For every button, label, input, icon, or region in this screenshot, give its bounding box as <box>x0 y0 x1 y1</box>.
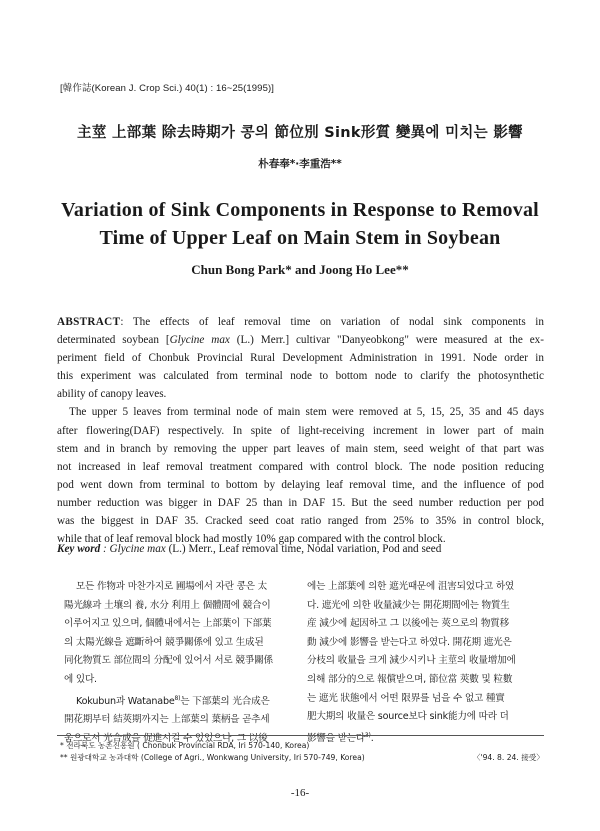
body-line: 움으로서 光合成을 促進시킬 수 있었으나, 그 以後 <box>64 732 268 744</box>
reference-marker: 3) <box>364 731 371 739</box>
abstract-line: periment field of Chonbuk Provincial Rural Development Administration in 1991. Node order in <box>57 352 544 365</box>
english-title-line: Variation of Sink Components in Response to Removal <box>61 199 539 221</box>
body-line: 陽光線과 土壤의 養, 水分 利用上 個體間에 競合이 <box>64 599 271 611</box>
footnote-affiliation-2: ** 원광대학교 농과대학 (College of Agri., Wonkwang University, Iri 570-749, Korea) <box>60 753 365 762</box>
body-line: 産 減少에 起因하고 그 以後에는 莢으로의 物質移 <box>307 618 510 630</box>
abstract-line: number reduction was bigger in DAF 25 than in DAF 15. But the seed number reduction per pod <box>57 496 544 509</box>
body-column-left <box>64 578 296 749</box>
abstract-line: while that of leaf removal block had mostly 10% gap compared with the control block. <box>57 533 446 546</box>
body-line: 의 太陽光線을 遮斷하여 競爭關係에 있고 生成된 <box>64 636 264 648</box>
page-number: -16- <box>290 787 310 799</box>
korean-title: 主莖 上部葉 除去時期가 콩의 節位別 Sink形質 變異에 미치는 影響 <box>77 125 523 141</box>
korean-authors: 朴春奉*·李重浩** <box>258 158 342 170</box>
english-title-line: Time of Upper Leaf on Main Stem in Soybean <box>99 227 501 249</box>
abstract-label: ABSTRACT <box>57 316 121 328</box>
body-line: 에 있다. <box>64 673 97 685</box>
body-line: 分枝의 收量을 크게 減少시키나 主莖의 收量增加에 <box>307 655 516 667</box>
abstract-line: The upper 5 leaves from terminal node of main stem were removed at 5, 15, 25, 35 and 45 days <box>69 406 544 419</box>
footnote-divider <box>57 735 544 736</box>
keywords-label: Key word <box>57 543 101 555</box>
body-column-right <box>307 578 539 749</box>
footnotes <box>60 740 544 764</box>
body-line: 同化物質도 部位間의 分配에 있어서 서로 競爭關係 <box>64 655 273 667</box>
abstract-line: this experiment was calculated from terminal node to bottom node to clarify the photosynthetic <box>57 370 544 383</box>
abstract-line: was the biggest in DAF 35. Cracked seed coat ratio ranged from 25% to 35% in control block, <box>57 515 544 528</box>
abstract-line: ABSTRACT: The effects of leaf removal time on variation of nodal sink components in <box>57 316 544 328</box>
body-line: 모든 作物과 마찬가지로 圃場에서 자란 콩은 太 <box>76 581 268 592</box>
body-line: 肥大期의 收量은 source보다 sink能力에 따라 더 <box>307 711 509 723</box>
english-authors: Chun Bong Park* and Joong Ho Lee** <box>191 262 409 277</box>
abstract <box>57 313 544 548</box>
body-line: 의해 部分的으로 報償받으며, 節位當 莢數 및 粒數 <box>307 673 513 685</box>
abstract-line: pod went down from terminal to bottom by delaying leaf removal time, and the influence of pod <box>57 478 544 491</box>
body-line: 는 遮光 狀態에서 어떤 限界를 넘을 수 없고 種實 <box>307 692 505 704</box>
body-line: 이루어지고 있으며, 個體내에서는 上部葉이 下部葉 <box>64 618 272 630</box>
body-line: Kokubun과 Watanabe$^{8)}$는 下部葉의 光合成은 <box>76 694 270 707</box>
body-line: 影響을 받는다$^{3)}$. <box>307 731 374 744</box>
journal-citation: [韓作誌(Korean J. Crop Sci.) 40(1) : 16~25(1995)] <box>60 83 274 94</box>
body-line: 에는 上部葉에 의한 遮光때문에 沮害되었다고 하였 <box>307 581 514 592</box>
received-date: 〈'94. 8. 24. 接受〉 <box>472 753 544 762</box>
abstract-line: not increased in leaf removal treatment compared with control block. The node position reducing <box>57 460 544 473</box>
species-name: Glycine max <box>169 334 230 347</box>
abstract-line: after flowering(DAF) respectively. In spite of light-receiving increment in lower part of main <box>57 424 544 437</box>
body-line: 다. 遮光에 의한 收量減少는 開花期間에는 物質生 <box>307 599 510 611</box>
abstract-line: ability of canopy leaves. <box>57 388 167 401</box>
english-title <box>0 196 600 252</box>
footnote-affiliation-1: * 전라북도 농촌진흥원 ( Chonbuk Provincial RDA, Iri 570-140, Korea) <box>60 741 310 750</box>
body-line: 開花期부터 結莢期까지는 上部葉의 葉柄을 곧추세 <box>64 714 270 726</box>
abstract-line: stem and in branch by removing the upper part leaves of main stem, seed weight of that part was <box>57 442 544 455</box>
reference-marker: 8) <box>174 694 181 702</box>
body-line: 動 減少에 影響을 받는다고 하였다. 開花期 遮光은 <box>307 636 512 648</box>
keyword-species: Glycine max <box>109 543 166 555</box>
abstract-line: determinated soybean [Glycine max (L.) Merr.] cultivar "Danyeobkong" were measured at the ex- <box>57 334 544 347</box>
keywords: Key word : Glycine max (L.) Merr., Leaf removal time, Nodal variation, Pod and seed <box>57 543 442 555</box>
